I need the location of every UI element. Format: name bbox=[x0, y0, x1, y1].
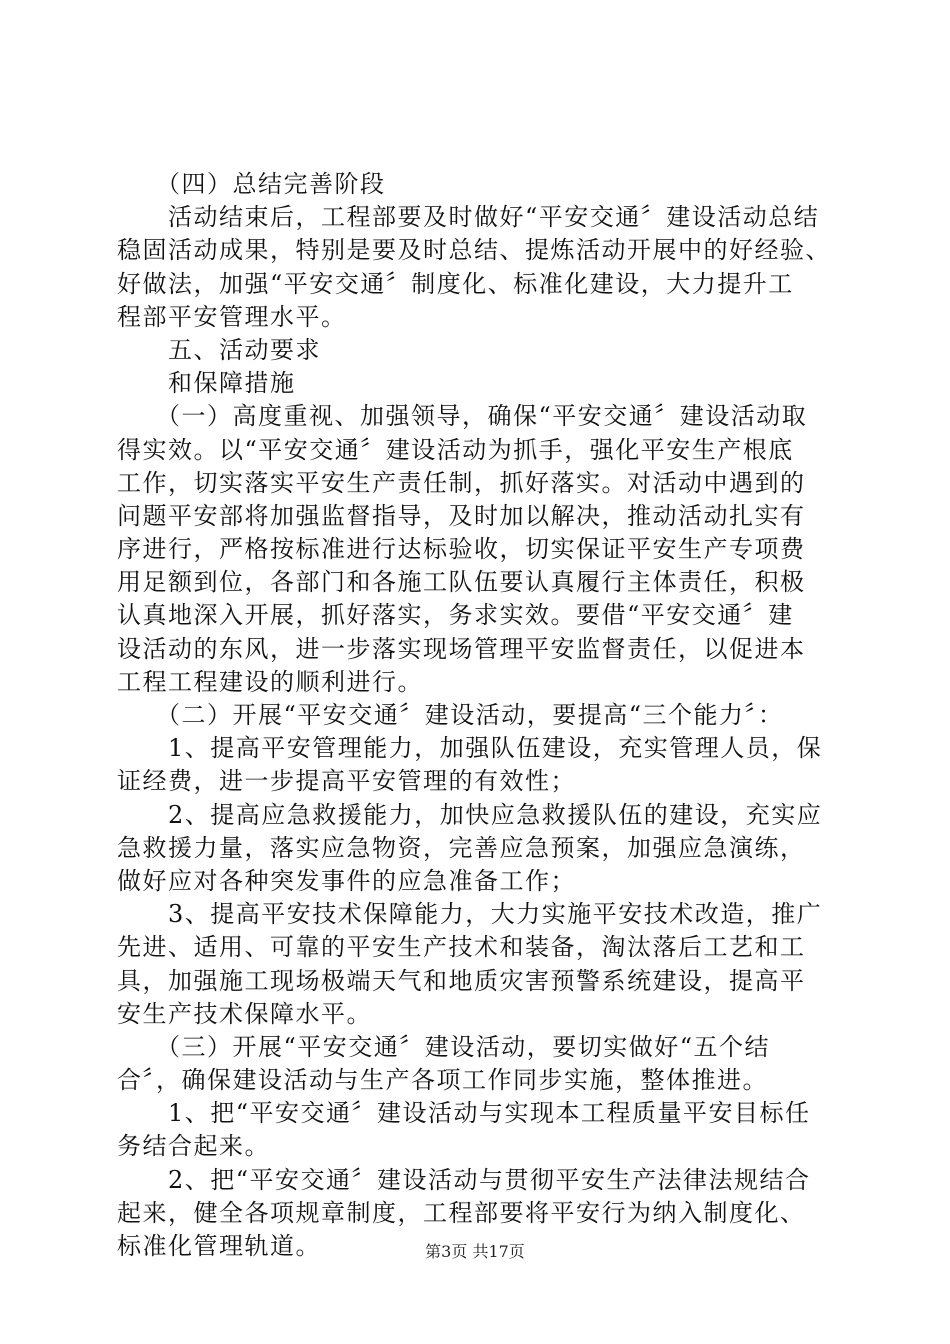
text-line: 安生产技术保障水平。 bbox=[117, 999, 372, 1028]
text-line: 先进、适用、可靠的平安生产技术和装备，淘汰落后工艺和工 bbox=[117, 933, 806, 962]
text-line: （一）高度重视、加强领导，确保“平安交通〞建设活动取 bbox=[117, 402, 808, 431]
text-line: 做好应对各种突发事件的应急准备工作； bbox=[117, 866, 576, 895]
text-line: 具，加强施工现场极端天气和地质灾害预警系统建设，提高平 bbox=[117, 966, 806, 995]
document-body bbox=[117, 168, 837, 1263]
text-line: 和保障措施 bbox=[117, 369, 296, 398]
text-line: 用足额到位，各部门和各施工队伍要认真履行主体责任，积极 bbox=[117, 568, 806, 597]
text-line: 起来，健全各项规章制度，工程部要将平安行为纳入制度化、 bbox=[117, 1198, 806, 1227]
text-line: 工作，切实落实平安生产责任制，抓好落实。对活动中遇到的 bbox=[117, 468, 806, 497]
text-line: 得实效。以“平安交通〞建设活动为抓手，强化平安生产根底 bbox=[117, 435, 794, 464]
text-line: 好做法，加强“平安交通〞制度化、标准化建设，大力提升工 bbox=[117, 269, 794, 298]
text-line: 合〞，确保建设活动与生产各项工作同步实施，整体推进。 bbox=[117, 1066, 768, 1095]
text-line: 标准化管理轨道。 bbox=[117, 1232, 321, 1260]
text-line: 工程工程建设的顺利进行。 bbox=[117, 667, 423, 696]
text-line: 序进行，严格按标准进行达标验收，切实保证平安生产专项费 bbox=[117, 535, 806, 564]
text-line: 3、提高平安技术保障能力，大力实施平安技术改造，推广 bbox=[117, 900, 823, 929]
text-line: 问题平安部将加强监督指导，及时加以解决，推动活动扎实有 bbox=[117, 501, 806, 530]
text-line: 证经费，进一步提高平安管理的有效性； bbox=[117, 767, 576, 796]
text-line: （三）开展“平安交通〞建设活动，要切实做好“五个结 bbox=[117, 1032, 771, 1061]
text-line: 设活动的东风，进一步落实现场管理平安监督责任，以促进本 bbox=[117, 634, 806, 663]
text-line: 2、提高应急救援能力，加快应急救援队伍的建设，充实应 bbox=[117, 800, 823, 829]
text-line: 2、把“平安交通〞建设活动与贯彻平安生产法律法规结合 bbox=[117, 1165, 811, 1194]
text-line: 五、活动要求 bbox=[117, 335, 321, 364]
text-line: 稳固活动成果，特别是要及时总结、提炼活动开展中的好经验、 bbox=[117, 236, 831, 265]
text-line: （二）开展“平安交通〞建设活动，要提高“三个能力〞： bbox=[117, 701, 784, 729]
text-line: 活动结束后，工程部要及时做好“平安交通〞建设活动总结 bbox=[117, 203, 820, 232]
text-line: 急救援力量，落实应急物资，完善应急预案，加强应急演练， bbox=[117, 833, 806, 862]
page-footer: 第3页 共17页 bbox=[425, 1242, 525, 1261]
text-line: 程部平安管理水平。 bbox=[117, 302, 347, 331]
text-line: 务结合起来。 bbox=[117, 1132, 270, 1161]
text-line: 1、把“平安交通〞建设活动与实现本工程质量平安目标任 bbox=[117, 1099, 811, 1128]
text-line: 1、提高平安管理能力，加强队伍建设，充实管理人员，保 bbox=[117, 734, 823, 763]
text-line: 认真地深入开展，抓好落实，务求实效。要借“平安交通〞建 bbox=[117, 601, 794, 630]
text-line: （四）总结完善阶段 bbox=[117, 170, 386, 198]
